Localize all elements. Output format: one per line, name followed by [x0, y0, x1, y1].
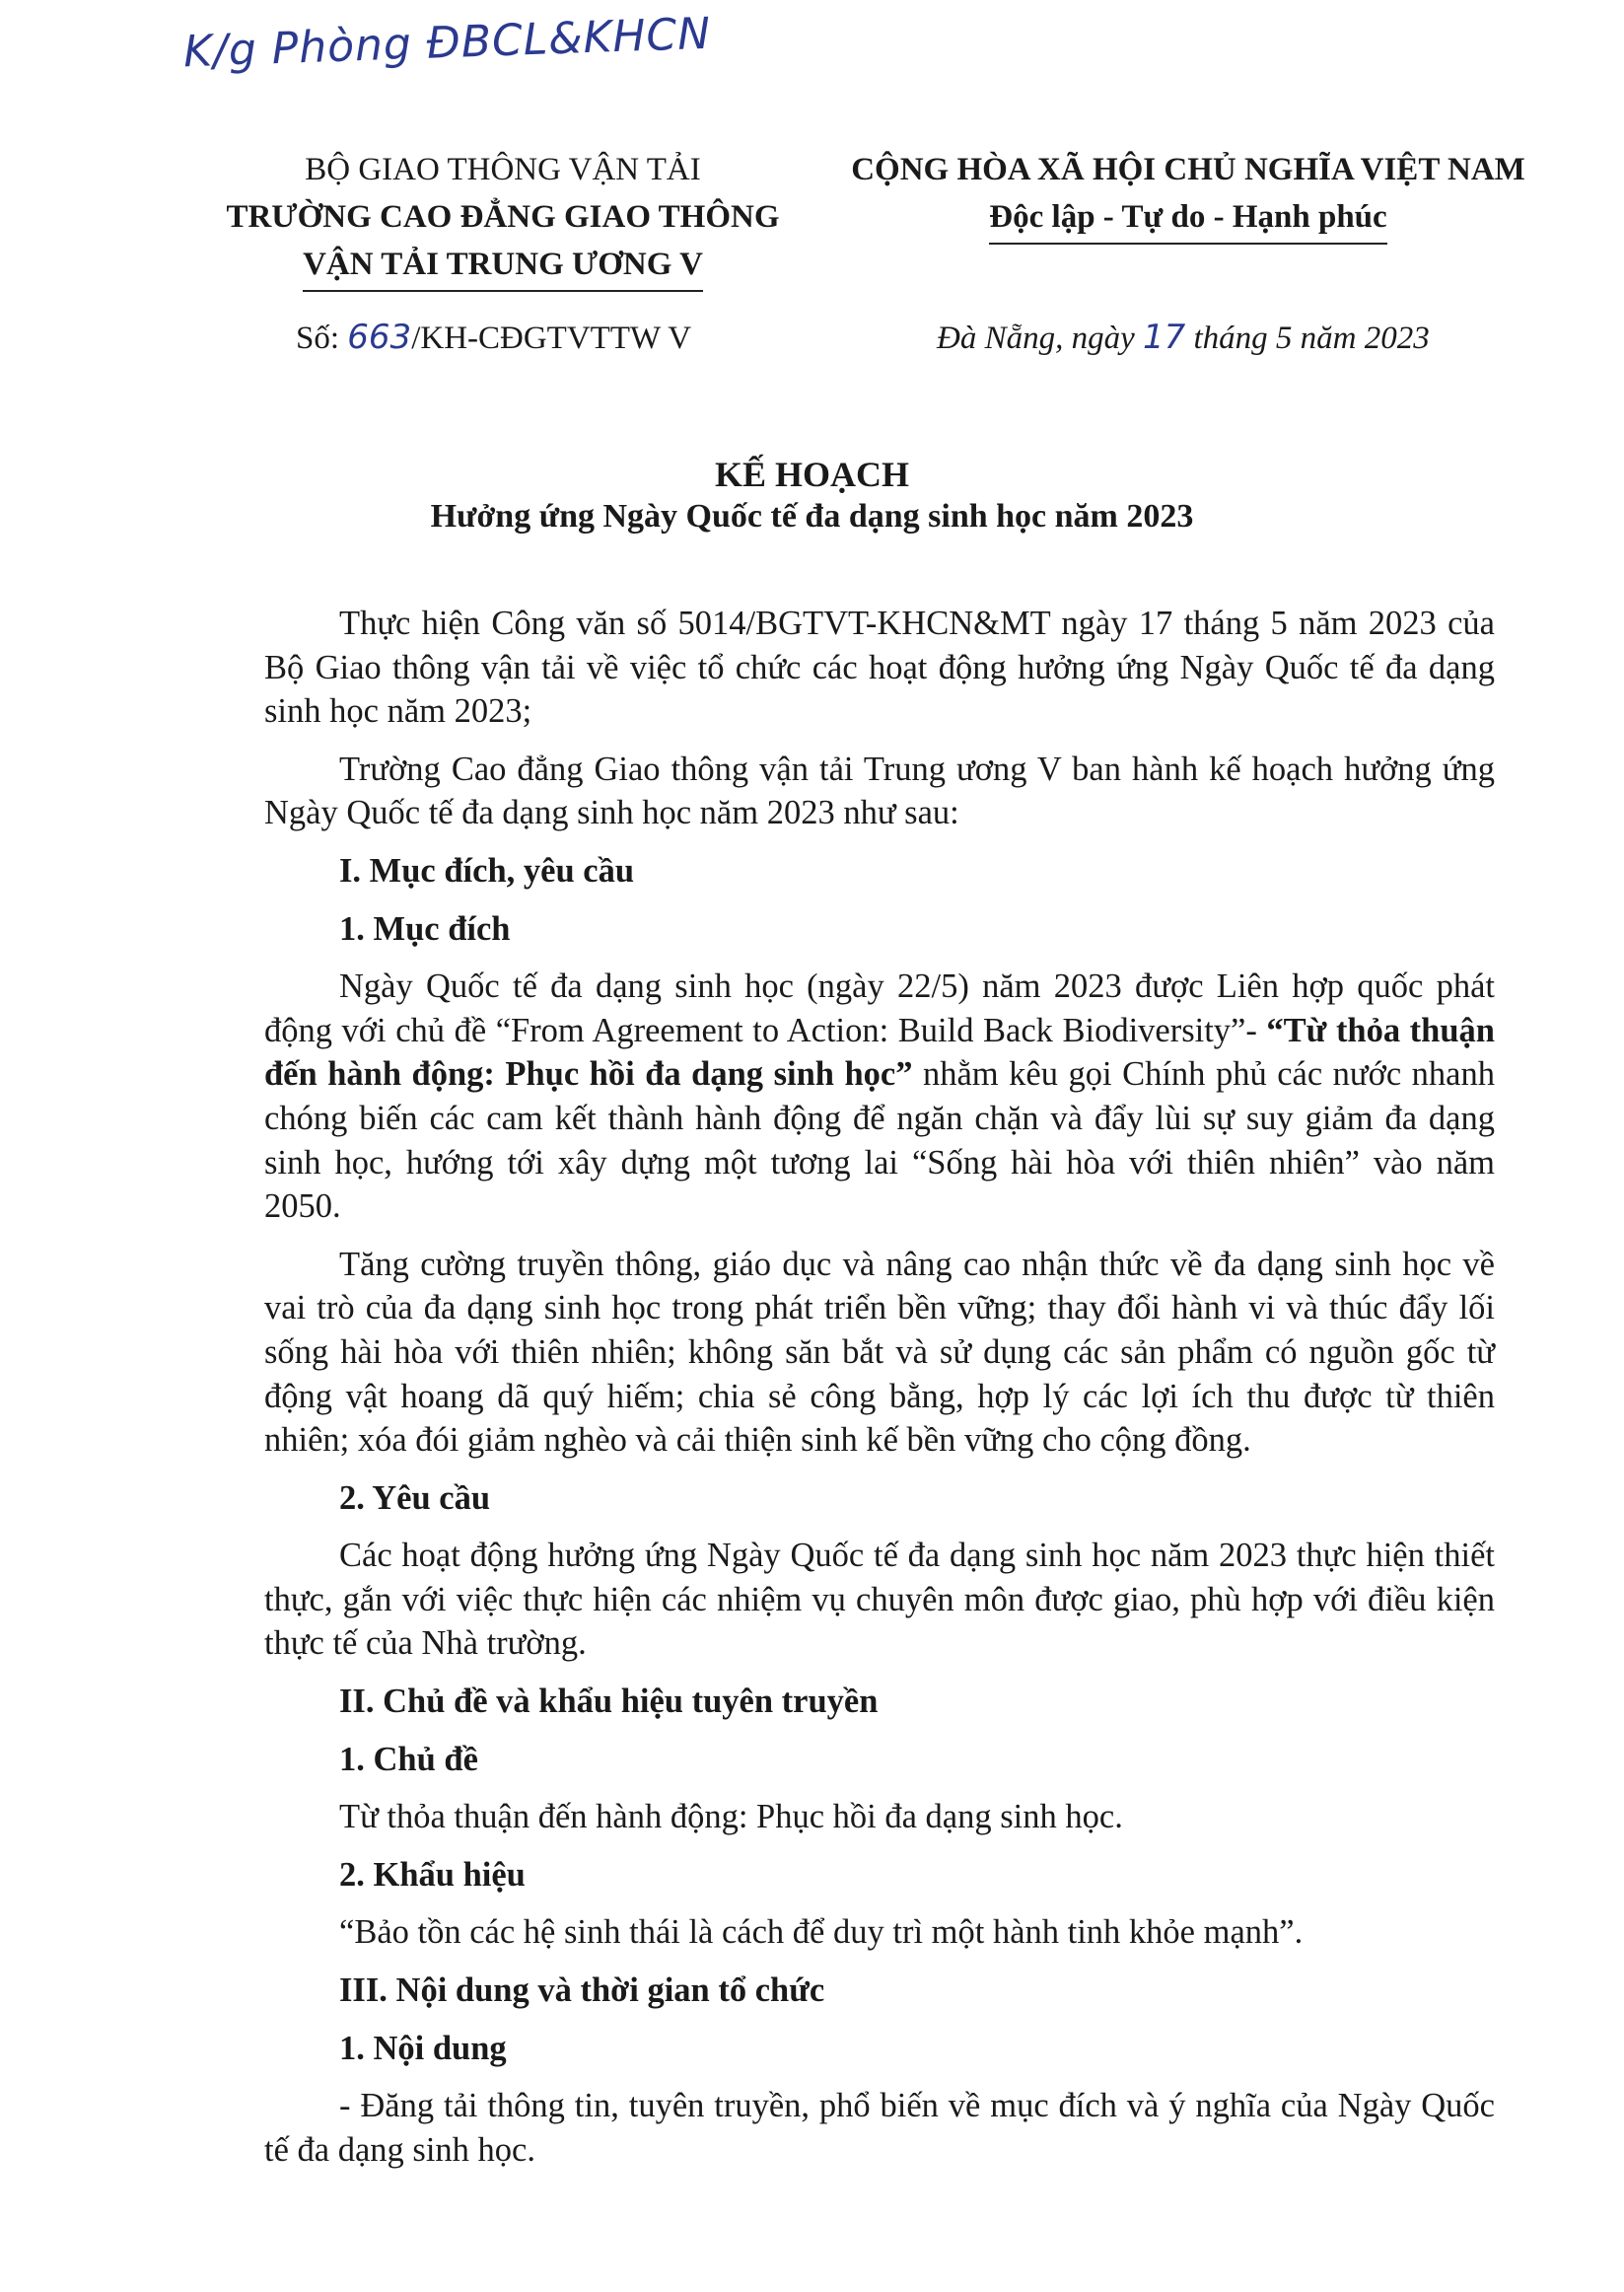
paragraph-3-end: nhằm kêu gọi Chính phủ các nước nhanh chóng biến các cam kết thành hành động để ngăn chặn và đẩy lùi sự suy giảm đa dạng sinh học, hướng tới xây dựng một tương lai “Sống hài hòa với thiên nhiên” vào năm 2050.	[264, 1055, 1495, 1226]
paragraph-8: - Đăng tải thông tin, tuyên truyền, phổ biến về mục đích và ý nghĩa của Ngày Quốc tế đa dạng sinh học.	[264, 2087, 1495, 2169]
national-motto: Độc lập - Tự do - Hạnh phúc	[989, 193, 1386, 245]
heading-slogan: 2. Khẩu hiệu	[339, 1855, 526, 1894]
heading-purpose: 1. Mục đích	[339, 909, 511, 948]
heading-section-2: II. Chủ đề và khẩu hiệu tuyên truyền	[339, 1683, 879, 1721]
heading-theme: 1. Chủ đề	[339, 1740, 478, 1778]
national-header	[818, 146, 1558, 245]
number-suffix: /KH-CĐGTVTTW V	[411, 321, 692, 356]
paragraph-3-bold: “Từ thỏa thuận đến hành động: Phục hồi đa dạng sinh học”	[264, 1011, 1495, 1094]
ministry-name: BỘ GIAO THÔNG VẬN TẢI	[305, 152, 701, 187]
heading-requirements: 2. Yêu cầu	[339, 1478, 491, 1517]
handwritten-note: K/g Phòng ĐBCL&KHCN	[182, 8, 712, 78]
date-suffix: tháng 5 năm 2023	[1193, 321, 1430, 356]
paragraph-3	[264, 965, 1495, 1229]
paragraph-4: Tăng cường truyền thông, giáo dục và nâng cao nhận thức về đa dạng sinh học về vai trò của đa dạng sinh học trong phát triển bền vững; thay đổi hành vi và thúc đẩy lối sống hài hòa với thiên nhiên; không săn bắt và sử dụng các sản phẩm có nguồn gốc từ động vật hoang dã quý hiếm; chia sẻ công bằng, hợp lý các lợi ích thu được từ thiên nhiên; xóa đói giảm nghèo và cải thiện sinh kế bền vững cho cộng đồng.	[264, 1245, 1495, 1460]
document-date	[937, 318, 1430, 357]
paragraph-1: Thực hiện Công văn số 5014/BGTVT-KHCN&MT ngày 17 tháng 5 năm 2023 của Bộ Giao thông vận tải về việc tổ chức các hoạt động hưởng ứng Ngày Quốc tế đa dạng sinh học năm 2023;	[264, 605, 1495, 731]
paragraph-6: Từ thỏa thuận đến hành động: Phục hồi đa dạng sinh học.	[339, 1798, 1123, 1836]
document-title: KẾ HOẠCH	[714, 455, 909, 494]
issuer-header	[197, 146, 809, 292]
number-value: 663	[347, 318, 412, 357]
country-name: CỘNG HÒA XÃ HỘI CHỦ NGHĨA VIỆT NAM	[851, 152, 1525, 187]
document-subtitle-text: Hưởng ứng Ngày Quốc tế đa dạng sinh học năm 2023	[430, 498, 1194, 535]
heading-section-3: III. Nội dung và thời gian tổ chức	[339, 1971, 825, 2010]
paragraph-2: Trường Cao đẳng Giao thông vận tải Trung ương V ban hành kế hoạch hưởng ứng Ngày Quốc tế đa dạng sinh học năm 2023 như sau:	[264, 750, 1495, 832]
date-prefix: Đà Nẵng, ngày	[937, 321, 1135, 356]
heading-content: 1. Nội dung	[339, 2029, 507, 2067]
heading-section-1: I. Mục đích, yêu cầu	[339, 851, 635, 890]
paragraph-3-start: Ngày Quốc tế đa dạng sinh học (ngày 22/5) năm 2023 được Liên hợp quốc phát động với chủ đề “From Agreement to Action: Build Back Biodiversity”-	[264, 967, 1495, 1049]
number-label: Số:	[296, 321, 340, 356]
document-number	[296, 318, 691, 357]
paragraph-5: Các hoạt động hưởng ứng Ngày Quốc tế đa dạng sinh học năm 2023 thực hiện thiết thực, gắn với việc thực hiện các nhiệm vụ chuyên môn được giao, phù hợp với điều kiện thực tế của Nhà trường.	[264, 1537, 1495, 1663]
date-day: 17	[1143, 318, 1186, 357]
paragraph-7: “Bảo tồn các hệ sinh thái là cách để duy trì một hành tinh khỏe mạnh”.	[339, 1913, 1304, 1952]
document-body	[264, 602, 1495, 2172]
school-name-line1: TRƯỜNG CAO ĐẲNG GIAO THÔNG	[226, 199, 780, 235]
document-subtitle	[0, 498, 1624, 537]
school-name-line2: VẬN TẢI TRUNG ƯƠNG V	[303, 241, 703, 292]
